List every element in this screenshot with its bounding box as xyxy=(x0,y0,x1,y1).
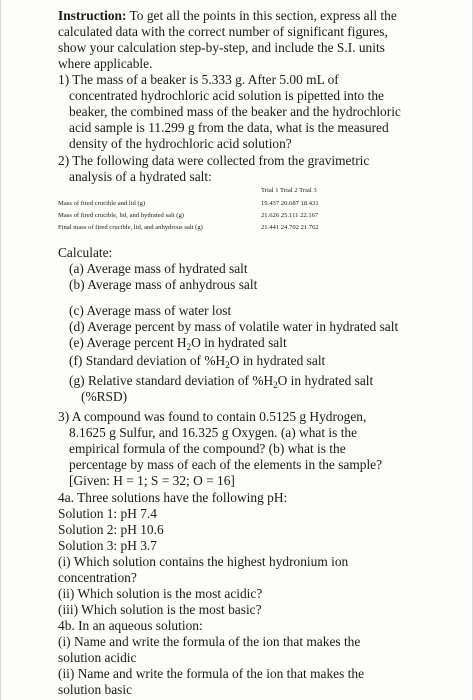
q3-line-5: [Given: H = 1; S = 32; O = 16] xyxy=(69,473,235,488)
q3-line-1: 3) A compound was found to contain 0.5125 g Hydrogen, xyxy=(58,409,367,424)
table-row-label: Mass of fired crucible and lid (g) xyxy=(58,200,146,207)
instruction-line-1 xyxy=(58,8,397,24)
instruction-label: Instruction: xyxy=(58,8,127,23)
q2-line-2: analysis of a hydrated salt: xyxy=(69,169,212,184)
instruction-line-3: show your calculation step-by-step, and include the S.I. units xyxy=(58,40,385,55)
q4a-line-1: 4a. Three solutions have the following pH: xyxy=(58,490,288,505)
q2-item-g: (g) Relative standard deviation of $\%H_2O$ in hydrated salt xyxy=(69,373,374,390)
q4a-line-3: Solution 2: pH 10.6 xyxy=(58,522,164,537)
table-row-values: 21.441 24.702 21.762 xyxy=(261,224,319,231)
q4a-line-2: Solution 1: pH 7.4 xyxy=(58,506,157,521)
q3-line-3: empirical formula of the compound? (b) what is the xyxy=(69,441,346,456)
q4b-line-3: solution acidic xyxy=(58,650,137,665)
q4a-line-4: Solution 3: pH 3.7 xyxy=(58,538,157,553)
q1-line-5: density of the hydrochloric acid solution? xyxy=(69,136,292,151)
q4b-line-2: (i) Name and write the formula of the ion that makes the xyxy=(58,634,361,649)
q2-item-b: (b) Average mass of anhydrous salt xyxy=(69,277,258,292)
q1-line-3: beaker, the combined mass of the beaker and the hydrochloric xyxy=(69,104,401,119)
table-row-label: Mass of fired crucible, lid, and hydrated salt (g) xyxy=(58,212,184,219)
q4a-line-8: (iii) Which solution is the most basic? xyxy=(58,602,262,617)
q2-item-e: (e) Average percent $H_2O$ in hydrated salt xyxy=(69,335,287,352)
q2-item-c: (c) Average mass of water lost xyxy=(69,303,232,318)
q3-line-2: 8.1625 g Sulfur, and 16.325 g Oxygen. (a) what is the xyxy=(69,425,358,440)
q4a-line-7: (ii) Which solution is the most acidic? xyxy=(58,586,263,601)
q2-item-f: (f) Standard deviation of $\%H_2O$ in hydrated salt xyxy=(69,353,326,370)
q2-item-d: (d) Average percent by mass of volatile water in hydrated salt xyxy=(69,319,399,334)
table-header: Trial 1 Trial 2 Trial 3 xyxy=(261,187,317,194)
table-row-label: Final mass of fired crucible, lid, and anhydrous salt (g) xyxy=(58,224,203,231)
instruction-text: To get all the points in this section, express all the xyxy=(126,8,397,23)
table-row-values: 19.437 20.687 18.431 xyxy=(261,200,319,207)
q1-line-1: 1) The mass of a beaker is 5.333 g. After 5.00 mL of xyxy=(58,72,339,87)
calculate-label: Calculate: xyxy=(58,245,113,260)
q4b-line-1: 4b. In an aqueous solution: xyxy=(58,618,203,633)
q4a-line-5: (i) Which solution contains the highest hydronium ion xyxy=(58,554,349,569)
instruction-line-4: where applicable. xyxy=(58,56,153,71)
q2-item-g-line-2: (%RSD) xyxy=(81,389,128,404)
q1-line-4: acid sample is 11.299 g from the data, what is the measured xyxy=(69,120,389,135)
q2-item-a: (a) Average mass of hydrated salt xyxy=(69,261,248,276)
q4b-line-4: (ii) Name and write the formula of the ion that makes the xyxy=(58,666,365,681)
q4b-line-5: solution basic xyxy=(58,682,133,697)
q4a-line-6: concentration? xyxy=(58,570,137,585)
q2-line-1: 2) The following data were collected from the gravimetric xyxy=(58,153,370,168)
q3-line-4: percentage by mass of each of the elements in the sample? xyxy=(69,457,383,472)
table-row-values: 21.626 25.111 22.167 xyxy=(261,212,319,219)
instruction-line-2: calculated data with the correct number of significant figures, xyxy=(58,24,388,39)
q1-line-2: concentrated hydrochloric acid solution is pipetted into the xyxy=(69,88,384,103)
